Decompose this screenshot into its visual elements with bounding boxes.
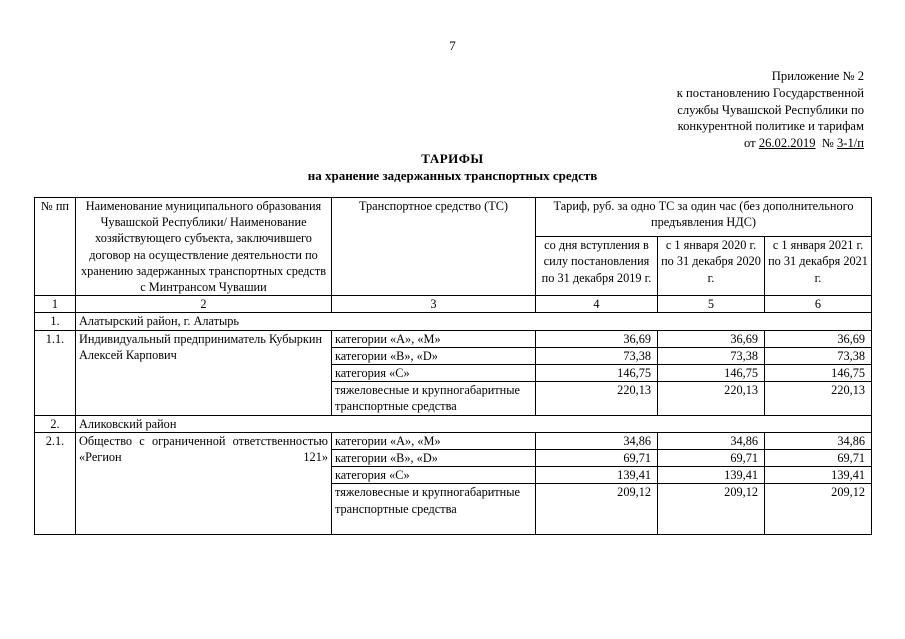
date-prefix: от [744, 136, 756, 151]
vehicle-category: тяжеловесные и крупногабаритные транспортные средства [332, 484, 536, 535]
resolution-number: 3-1/п [836, 136, 864, 151]
document-title [0, 150, 905, 184]
tariff-value: 36,69 [765, 330, 872, 347]
vehicle-category: категория «С» [332, 467, 536, 484]
section-number: 2. [35, 415, 76, 432]
col-number: 5 [658, 296, 765, 313]
header-period-3: с 1 января 2021 г. по 31 декабря 2021 г. [765, 237, 872, 296]
header-period-1: со дня вступления в силу постановления по 31 декабря 2019 г. [536, 237, 658, 296]
entity-name: Индивидуальный предприниматель Кубыркин Алексей Карпович [76, 330, 332, 415]
tariff-value: 220,13 [658, 382, 765, 415]
vehicle-category: категории «В», «D» [332, 450, 536, 467]
header-period-2: с 1 января 2020 г. по 31 декабря 2020 г. [658, 237, 765, 296]
header-organization: Наименование муниципального образования Чувашской Республики/ Наименование хозяйствующего субъекта, заключившего договор на осуществление деятельности по хранению задержанных транспортных средств с Минтрансом Чувашии [76, 198, 332, 296]
page-number: 7 [449, 38, 456, 53]
col-number: 4 [536, 296, 658, 313]
tariff-value: 69,71 [765, 450, 872, 467]
tariff-value: 146,75 [536, 365, 658, 382]
tariff-value: 36,69 [658, 330, 765, 347]
appendix-line-1: Приложение № 2 [771, 69, 864, 83]
section-name: Аликовский район [76, 415, 872, 432]
header-vehicle: Транспортное средство (ТС) [332, 198, 536, 296]
tariff-value: 36,69 [536, 330, 658, 347]
tariff-value: 34,86 [536, 432, 658, 449]
section-number: 1. [35, 313, 76, 330]
entity-number: 2.1. [35, 432, 76, 535]
entity-name [76, 432, 332, 535]
section-row [35, 313, 872, 330]
vehicle-category: категории «А», «М» [332, 330, 536, 347]
column-number-row [35, 296, 872, 313]
header-row-1 [35, 198, 872, 237]
vehicle-category: категории «А», «М» [332, 432, 536, 449]
tariff-value: 220,13 [536, 382, 658, 415]
entity-name-text: Общество с ограниченной ответственностью «Регион 121» [79, 433, 328, 465]
tariff-value: 209,12 [536, 484, 658, 535]
tariff-value: 139,41 [658, 467, 765, 484]
entity-number: 1.1. [35, 330, 76, 415]
tariffs-table [34, 197, 872, 535]
appendix-line-2: к постановлению Государственной [676, 85, 864, 100]
tariff-value: 209,12 [765, 484, 872, 535]
col-number: 3 [332, 296, 536, 313]
tariff-value: 34,86 [765, 432, 872, 449]
tariffs-table-body [35, 198, 872, 535]
col-number: 6 [765, 296, 872, 313]
tariff-value: 69,71 [536, 450, 658, 467]
title-main: ТАРИФЫ [421, 151, 484, 166]
title-subtitle: на хранение задержанных транспортных средств [307, 168, 598, 183]
tariff-value: 146,75 [658, 365, 765, 382]
tariff-value: 220,13 [765, 382, 872, 415]
tariff-value: 34,86 [658, 432, 765, 449]
tariff-value: 209,12 [658, 484, 765, 535]
header-num: № пп [35, 198, 76, 296]
appendix-line-3: службы Чувашской Республики по [677, 102, 864, 117]
resolution-date: 26.02.2019 [758, 136, 816, 151]
tariff-value: 69,71 [658, 450, 765, 467]
tariff-value: 139,41 [765, 467, 872, 484]
vehicle-category: категория «С» [332, 365, 536, 382]
col-number: 2 [76, 296, 332, 313]
appendix-header [624, 68, 864, 152]
tariff-value: 73,38 [536, 347, 658, 364]
tariff-row [35, 432, 872, 449]
appendix-line-4: конкурентной политике и тарифам [677, 119, 864, 134]
section-name: Алатырский район, г. Алатырь [76, 313, 872, 330]
number-prefix: № [821, 136, 834, 151]
vehicle-category: тяжеловесные и крупногабаритные транспортные средства [332, 382, 536, 415]
tariff-value: 73,38 [765, 347, 872, 364]
header-tariff: Тариф, руб. за одно ТС за один час (без дополнительного предъявления НДС) [536, 198, 872, 237]
col-number: 1 [35, 296, 76, 313]
tariff-value: 146,75 [765, 365, 872, 382]
tariff-value: 139,41 [536, 467, 658, 484]
tariff-row [35, 330, 872, 347]
vehicle-category: категории «В», «D» [332, 347, 536, 364]
section-row [35, 415, 872, 432]
tariff-value: 73,38 [658, 347, 765, 364]
